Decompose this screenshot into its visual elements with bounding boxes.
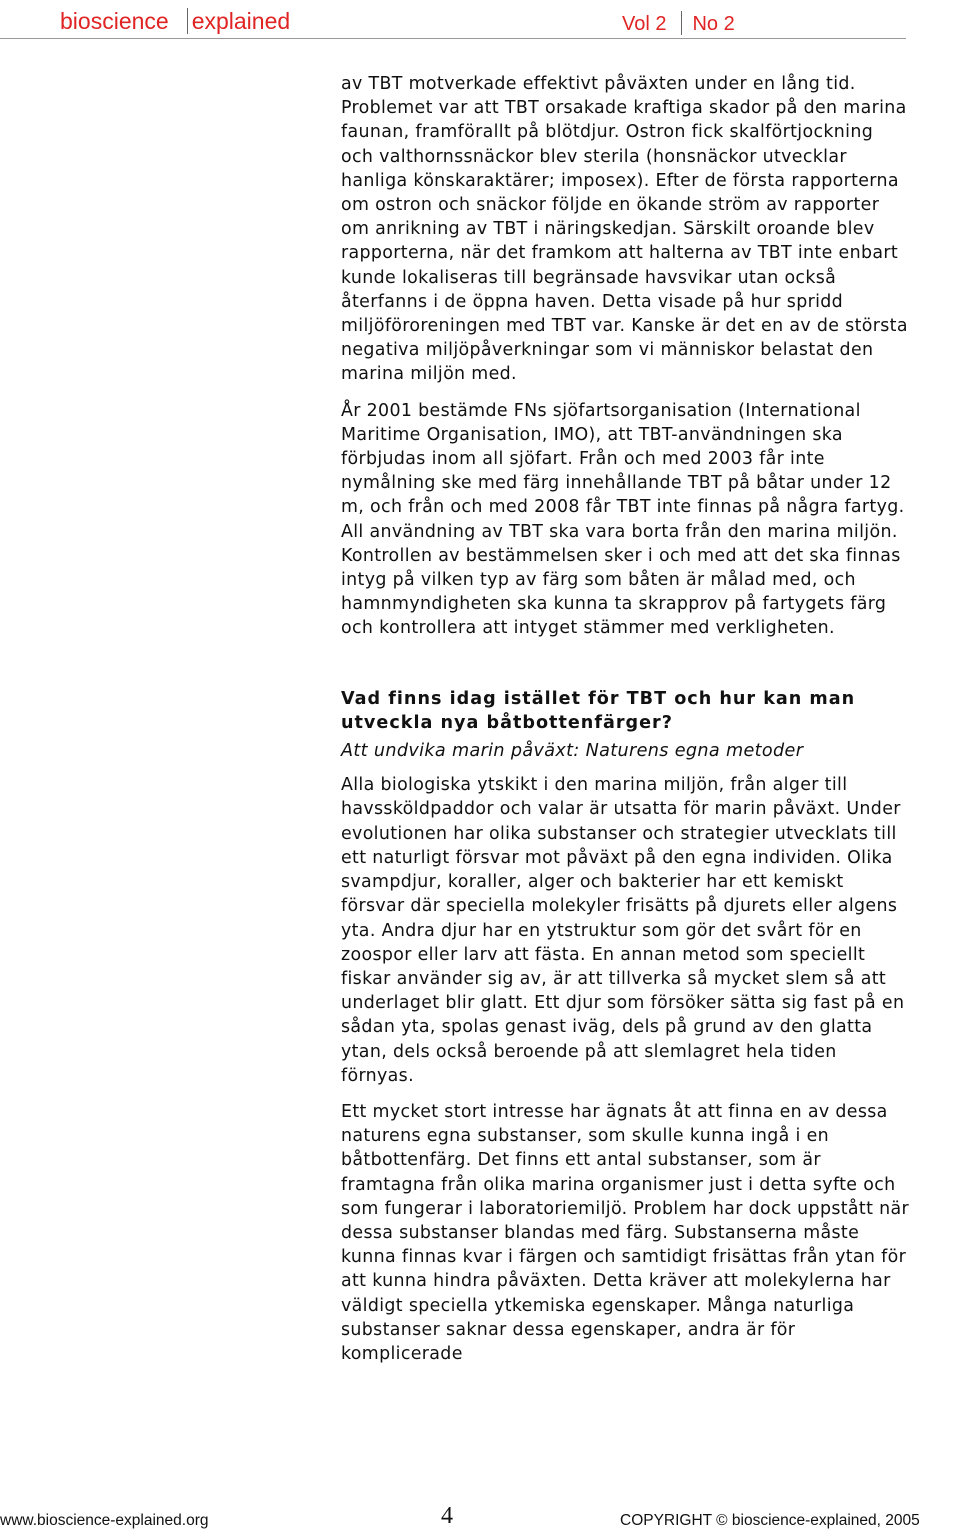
logo-science: science bbox=[90, 8, 169, 34]
footer-website-link[interactable]: www.bioscience-explained.org bbox=[0, 1512, 209, 1529]
section-subheading: Att undvika marin påväxt: Naturens egna metoder bbox=[341, 741, 804, 762]
logo-bio: bio bbox=[60, 8, 91, 34]
issue-info bbox=[622, 11, 735, 36]
footer-copyright: COPYRIGHT © bioscience-explained, 2005 bbox=[620, 1512, 920, 1529]
journal-logo bbox=[60, 7, 290, 35]
paragraph-natural-substances: Ett mycket stort intresse har ägnats åt att finna en av dessa naturens egna substanser, som skulle kunna ingå i en båtbottenfärg. Det finns ett antal substanser, som är framtagna från olika marina organismer just i detta syfte och som fungerar i laboratoriemiljö. Problem har dock uppstått när dessa substanser blandas med färg. Substanserna måste kunna finnas kvar i färgen och samtidigt frisättas från ytan för att kunna hindra påväxten. Detta kräver att molekylerna har väldigt speciella ytkemiska egenskaper. Många naturliga substanser saknar dessa egenskaper, andra är för komplicerade bbox=[341, 1101, 910, 1364]
paragraph-imo-ban: År 2001 bestämde FNs sjöfartsorganisation (International Maritime Organisation, IMO), att TBT-användningen ska förbjudas inom all sjöfart. Från och med 2003 får inte nymålning ske med färg innehållande TBT på båtar under 12 m, och från och med 2008 får TBT inte finnas på några fartyg. All användning av TBT ska vara borta från den marina miljön. Kontrollen av bestämmelsen sker i och med att det ska finnas intyg på vilken typ av färg som båten är målad med, och hamnmyndigheten ska kunna ta skrapprov på fartygets färg och kontrollera att intyget stämmer med verkligheten. bbox=[341, 400, 905, 639]
paragraph-natural-defense: Alla biologiska ytskikt i den marina miljön, från alger till havssköldpaddor och valar är utsatta för marin påväxt. Under evolutionen har olika substanser och strategier utvecklats till ett naturligt försvar mot påväxt på den egna individen. Olika svampdjur, koraller, alger och bakterier har ett kemiskt försvar där speciella molekyler frisätts på djurets eller algens yta. Andra djur har en ytstruktur som gör det svårt för en zoospor eller larv att fästa. En annan metod som speciellt fiskar använder sig av, är att tillverka så mycket slem så att underlaget blir glatt. Ett djur som försöker sätta sig fast på en sådan yta, spolas genast iväg, dels på grund av den glatta ytan, dels också beroende på att slemlagret hela tiden förnyas. bbox=[341, 775, 905, 1086]
volume-label: Vol 2 bbox=[622, 13, 667, 35]
logo-divider bbox=[187, 8, 188, 34]
article-body bbox=[341, 72, 909, 1366]
issue-divider bbox=[681, 11, 682, 35]
logo-explained: explained bbox=[191, 8, 291, 34]
page-header bbox=[0, 0, 906, 39]
number-label: No 2 bbox=[692, 13, 735, 35]
section-heading: Vad finns idag istället för TBT och hur kan man utveckla nya båtbottenfärger? bbox=[341, 688, 856, 733]
paragraph-tbt-effects: av TBT motverkade effektivt påväxten under en lång tid. Problemet var att TBT orsakade kraftiga skador på den marina faunan, framförallt på blötdjur. Ostron fick skalförtjockning och valthornssnäckor blev sterila (honsnäckor utvecklar hanliga könskaraktärer; imposex). Efter de första rapporterna om ostron och snäckor följde en ökande ström av rapporter om anrikning av TBT i näringskedjan. Särskilt oroande blev rapporterna, när det framkom att halterna av TBT inte enbart kunde lokaliseras till begränsade havsvikar utan också återfanns i de öppna haven. Detta visade på hur spridd miljöföroreningen med TBT var. Kanske är det en av de största negativa miljöpåverkningar som vi människor belastat den marina miljön med. bbox=[341, 74, 908, 385]
page-number: 4 bbox=[441, 1503, 453, 1529]
